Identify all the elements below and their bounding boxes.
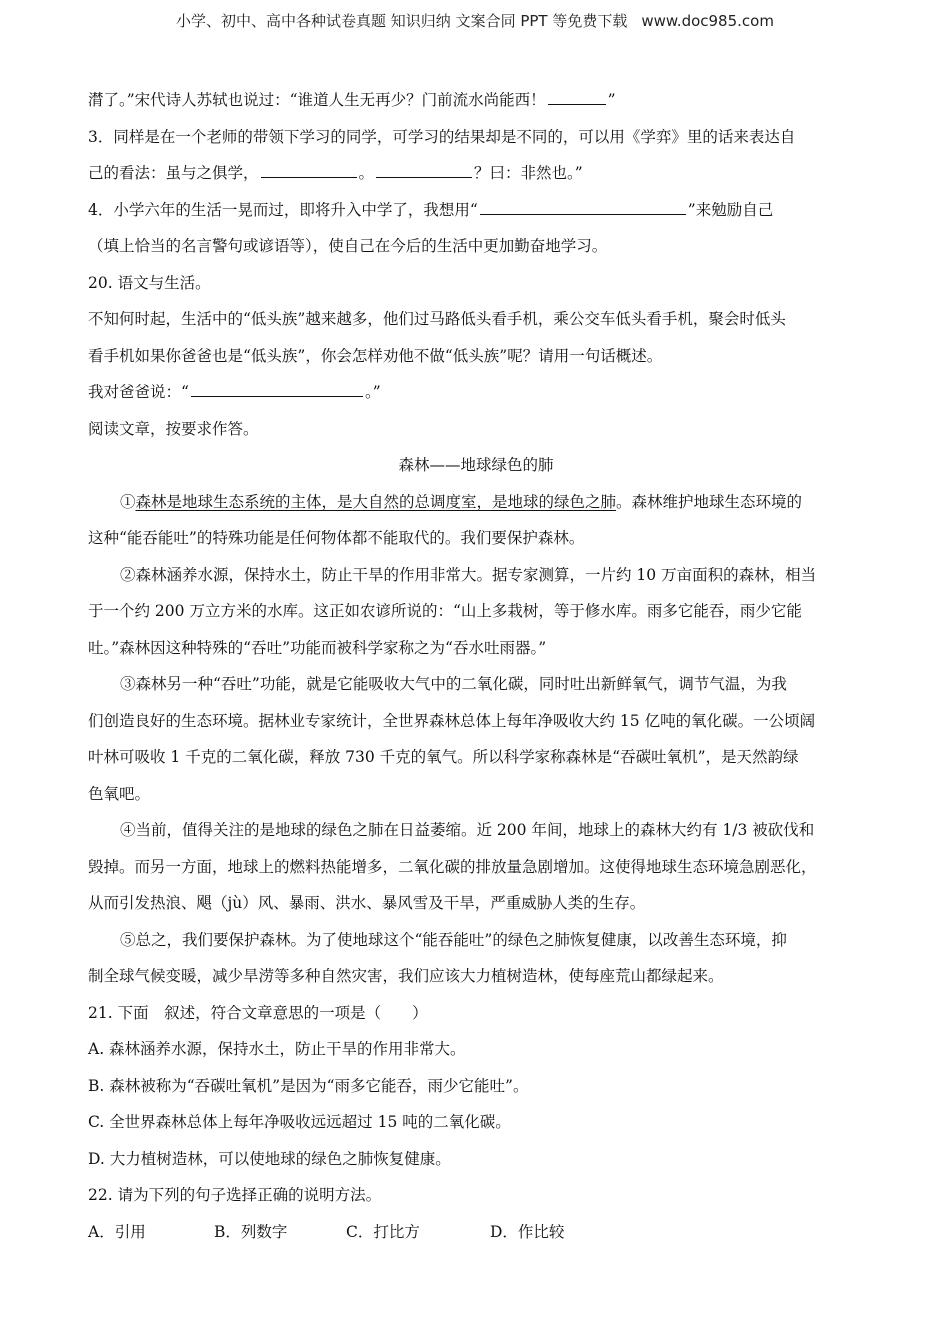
q19-blank-3[interactable] (376, 161, 472, 178)
header-text: 小学、初中、高中各种试卷真题 知识归纳 文案合同 PPT 等免费下载 (176, 12, 628, 30)
q19-cont-text: 潸了。”宋代诗人苏轼也说过：“谁道人生无再少？门前流水尚能西！ (88, 91, 546, 109)
q19-item3-text-b: 。 (358, 164, 375, 182)
document-body (88, 82, 864, 1250)
q21-option-c[interactable]: C. 全世界森林总体上每年净吸收远远超过 15 吨的二氧化碳。 (88, 1113, 511, 1131)
reading-instruction: 阅读文章，按要求作答。 (88, 419, 259, 438)
q19-cont-suffix: ” (607, 91, 616, 109)
q22-option-d[interactable]: D．作比较 (490, 1222, 565, 1241)
article-p3-line3: 叶林可吸收 1 千克的二氧化碳，释放 730 千克的氧气。所以科学家称森林是“吞碳吐氧机”，是天然韵绿 (88, 748, 799, 766)
article-p1-underlined-sentence: 森林是地球生态系统的主体，是大自然的总调度室，是地球的绿色之肺 (135, 492, 617, 511)
q21-stem: 21. 下面 叙述，符合文章意思的一项是（ ） (88, 1003, 428, 1022)
q19-item3-text-a: 己的看法：虽与之俱学， (88, 164, 259, 182)
article-p4-line2: 毁掉。而另一方面，地球上的燃料热能增多，二氧化碳的排放量急剧增加。这使得地球生态环境急剧恶化， (88, 857, 817, 876)
q22-option-a[interactable]: A．引用 (88, 1222, 146, 1241)
q22-option-c[interactable]: C．打比方 (346, 1222, 420, 1241)
header-site: www.doc985.com (641, 12, 774, 30)
article-p4-line1: ④当前，值得关注的是地球的绿色之肺在日益萎缩。近 200 年间，地球上的森林大约有 1/3 被砍伐和 (120, 821, 815, 839)
q19-item3-text-c: ？曰：非然也。” (474, 164, 583, 182)
q21-option-a[interactable]: A. 森林涵养水源，保持水土，防止干旱的作用非常大。 (88, 1040, 466, 1058)
article-p5-line1: ⑤总之，我们要保护森林。为了使地球这个“能吞能吐”的绿色之肺恢复健康，以改善生态环境，抑 (120, 930, 787, 949)
q19-blank-4[interactable] (480, 198, 686, 215)
q21-option-b[interactable]: B. 森林被称为“吞碳吐氧机”是因为“雨多它能吞，雨少它能吐”。 (88, 1076, 529, 1095)
q22-options (88, 1214, 864, 1251)
article-p2-line2: 于一个约 200 万立方米的水库。这正如农谚所说的：“山上多栽树，等于修水库。雨多它能吞，雨少它能 (88, 602, 802, 620)
q20-answer-text-b: 。” (364, 383, 381, 401)
q19-item4-line1 (88, 192, 864, 229)
q20-body-line2: 看手机如果你爸爸也是“低头族”，你会怎样劝他不做“低头族”呢？请用一句话概述。 (88, 346, 663, 365)
q20-body-line1: 不知何时起，生活中的“低头族”越来越多，他们过马路低头看手机，乘公交车低头看手机，聚会时低头 (88, 310, 786, 328)
q22-option-b[interactable]: B．列数字 (214, 1222, 288, 1241)
q20-answer-line (88, 374, 864, 411)
q20-title: 20. 语文与生活。 (88, 273, 211, 292)
q21-option-d[interactable]: D. 大力植树造林，可以使地球的绿色之肺恢复健康。 (88, 1149, 451, 1168)
q19-item4-line2: （填上恰当的名言警句或谚语等），使自己在今后的生活中更加勤奋地学习。 (88, 237, 608, 255)
q20-answer-blank[interactable] (191, 380, 363, 397)
article-p3-line4: 色氧吧。 (88, 784, 151, 803)
q22-stem: 22. 请为下列的句子选择正确的说明方法。 (88, 1186, 382, 1204)
article-p3-line1: ③森林另一种“吞吐”功能，就是它能吸收大气中的二氧化碳，同时吐出新鲜氧气，调节气温，为我 (120, 675, 787, 693)
q20-answer-text-a: 我对爸爸说：“ (88, 383, 189, 401)
article-p3-line2: 们创造良好的生态环境。据林业专家统计，全世界森林总体上每年净吸收大约 15 亿吨的氧化碳。一公顷阔 (88, 711, 816, 730)
q19-blank-2[interactable] (261, 161, 357, 178)
q19-item4-text-b: ”来勉励自己 (687, 200, 774, 219)
article-p5-line2: 制全球气候变暖，减少旱涝等多种自然灾害，我们应该大力植树造林，使每座荒山都绿起来。 (88, 967, 724, 985)
q19-item3-line2 (88, 155, 864, 192)
article-p1-line2: 这种“能吞能吐”的特殊功能是任何物体都不能取代的。我们要保护森林。 (88, 529, 585, 547)
q19-item4-text-a: 4．小学六年的生活一晃而过，即将升入中学了，我想用“ (88, 200, 478, 219)
article-title: 森林——地球绿色的肺 (398, 456, 554, 474)
article-p2-line3: 吐。”森林因这种特殊的“吞吐”功能而被科学家称之为“吞水吐雨器。” (88, 638, 547, 657)
page-header (0, 10, 950, 31)
q19-blank-1[interactable] (548, 88, 606, 105)
article-p4-line3: 从而引发热浪、飓（jù）风、暴雨、洪水、暴风雪及干旱，严重威胁人类的生存。 (88, 894, 646, 912)
article-p2-line1: ②森林涵养水源，保持水土，防止干旱的作用非常大。据专家测算，一片约 10 万亩面积的森林，相当 (120, 565, 817, 584)
q19-continuation-line (88, 82, 864, 119)
article-p1-rest: 。森林维护地球生态环境的 (616, 492, 803, 511)
q19-item3-line1: 3．同样是在一个老师的带领下学习的同学，可学习的结果却是不同的，可以用《学弈》里的话来表达自 (88, 127, 796, 146)
article-p1-number: ① (120, 492, 136, 511)
article-p1-line1 (88, 484, 864, 521)
